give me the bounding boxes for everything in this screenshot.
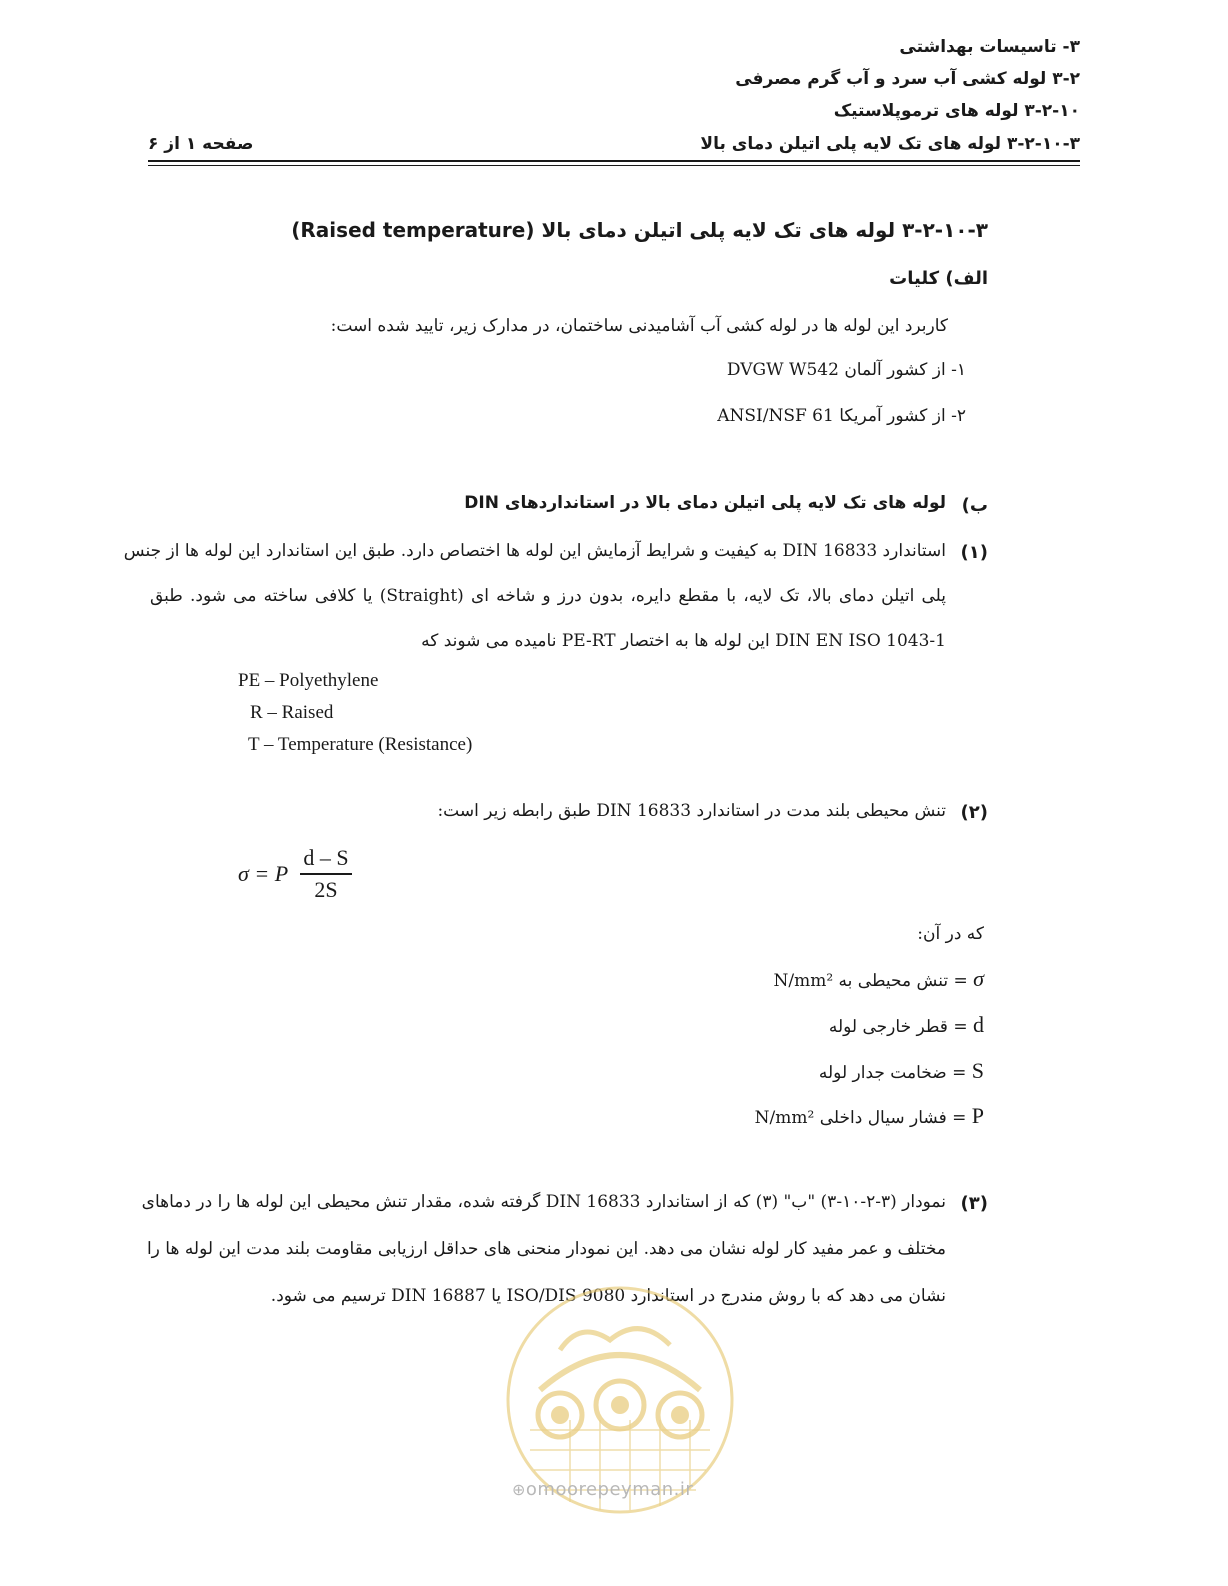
p3-line-3: نشان می دهد که با روش مندرج در استاندارد ISO/DIS 9080 یا DIN 16887 ترسیم می شود. (270, 1286, 946, 1306)
p2-text: تنش محیطی بلند مدت در استاندارد DIN 16833 طبق رابطه زیر است: (437, 801, 946, 821)
def-d (829, 1012, 984, 1038)
header-rule-thick (148, 160, 1080, 162)
p3-number: (۳) (960, 1193, 988, 1214)
header-line-3: ۳-۲-۱۰ لوله های ترموپلاستیک (833, 101, 1080, 121)
p1-line-2: پلی اتیلن دمای بالا، تک لایه، با مقطع دایره، بدون درز و شاخه ای (Straight) یا کلافی ساخته می شود. طبق (150, 586, 946, 606)
def-p (755, 1103, 984, 1129)
where-label: که در آن: (917, 924, 984, 944)
watermark-logo-icon (500, 1280, 740, 1550)
watermark-site (512, 1479, 693, 1500)
part-a-title: الف) کلیات (889, 268, 988, 289)
part-b-label: ب) (961, 495, 988, 516)
p3-line-1: نمودار (۳-۲-۱۰-۳) "ب" (۳) که از استاندارد DIN 16833 گرفته شده، مقدار تنش محیطی این لوله ها را در دماهای (141, 1192, 946, 1212)
p1-line-3: DIN EN ISO 1043-1 این لوله ها به اختصار PE-RT نامیده می شوند که (421, 631, 946, 651)
def-sigma-symbol: σ (973, 966, 984, 991)
watermark-globe-icon: ⊕ (512, 1480, 526, 1499)
page-number: صفحه ۱ از ۶ (148, 134, 254, 154)
watermark-site-text: omoorepeyman.ir (525, 1479, 694, 1500)
def-p-symbol: P (971, 1103, 984, 1128)
def-s-symbol: S (971, 1058, 984, 1083)
header-rule-thin (148, 165, 1080, 166)
part-b-title: لوله های تک لایه پلی اتیلن دمای بالا در استانداردهای DIN (464, 493, 946, 513)
def-s (819, 1058, 984, 1084)
def-s-text: = ضخامت جدار لوله (818, 1063, 967, 1083)
abbr-r: R – Raised (250, 702, 334, 723)
p2-number: (۲) (960, 802, 988, 823)
p1-line-1: استاندارد DIN 16833 به کیفیت و شرایط آزمایش این لوله ها اختصاص دارد. طبق این استاندارد این لوله ها از جنس (123, 541, 946, 561)
def-sigma-text: = تنش محیطی به N/mm² (773, 971, 968, 991)
part-a-item-2: ۲- از کشور آمریکا ANSI/NSF 61 (717, 406, 966, 426)
section-title: ۳-۲-۱۰-۳ لوله های تک لایه پلی اتیلن دمای بالا (Raised temperature) (291, 218, 988, 242)
part-a-item-1: ۱- از کشور آلمان DVGW W542 (726, 360, 966, 380)
p3-line-2: مختلف و عمر مفید کار لوله نشان می دهد. این نمودار منحنی های حداقل ارزیابی مقاومت بلند مدت این لوله ها را (146, 1239, 946, 1259)
formula-lhs: σ = P (238, 861, 289, 886)
header-line-2: ۳-۲ لوله کشی آب سرد و آب گرم مصرفی (735, 69, 1080, 89)
def-d-symbol: d (973, 1012, 984, 1037)
part-a-intro: کاربرد این لوله ها در لوله کشی آب آشامیدنی ساختمان، در مدارک زیر، تایید شده است: (330, 316, 948, 336)
abbr-t: T – Temperature (Resistance) (248, 734, 473, 755)
def-d-text: = قطر خارجی لوله (828, 1017, 968, 1037)
p1-number: (۱) (960, 542, 988, 563)
formula-denominator: 2S (314, 877, 338, 902)
formula-numerator: d – S (303, 845, 349, 870)
header-line-4: ۳-۲-۱۰-۳ لوله های تک لایه پلی اتیلن دمای بالا (700, 134, 1080, 154)
header-line-1: ۳- تاسیسات بهداشتی (899, 37, 1080, 57)
def-sigma (773, 966, 984, 992)
def-p-text: = فشار سیال داخلی N/mm² (754, 1108, 967, 1128)
formula-fraction-bar (300, 873, 352, 875)
abbr-pe: PE – Polyethylene (238, 670, 379, 691)
